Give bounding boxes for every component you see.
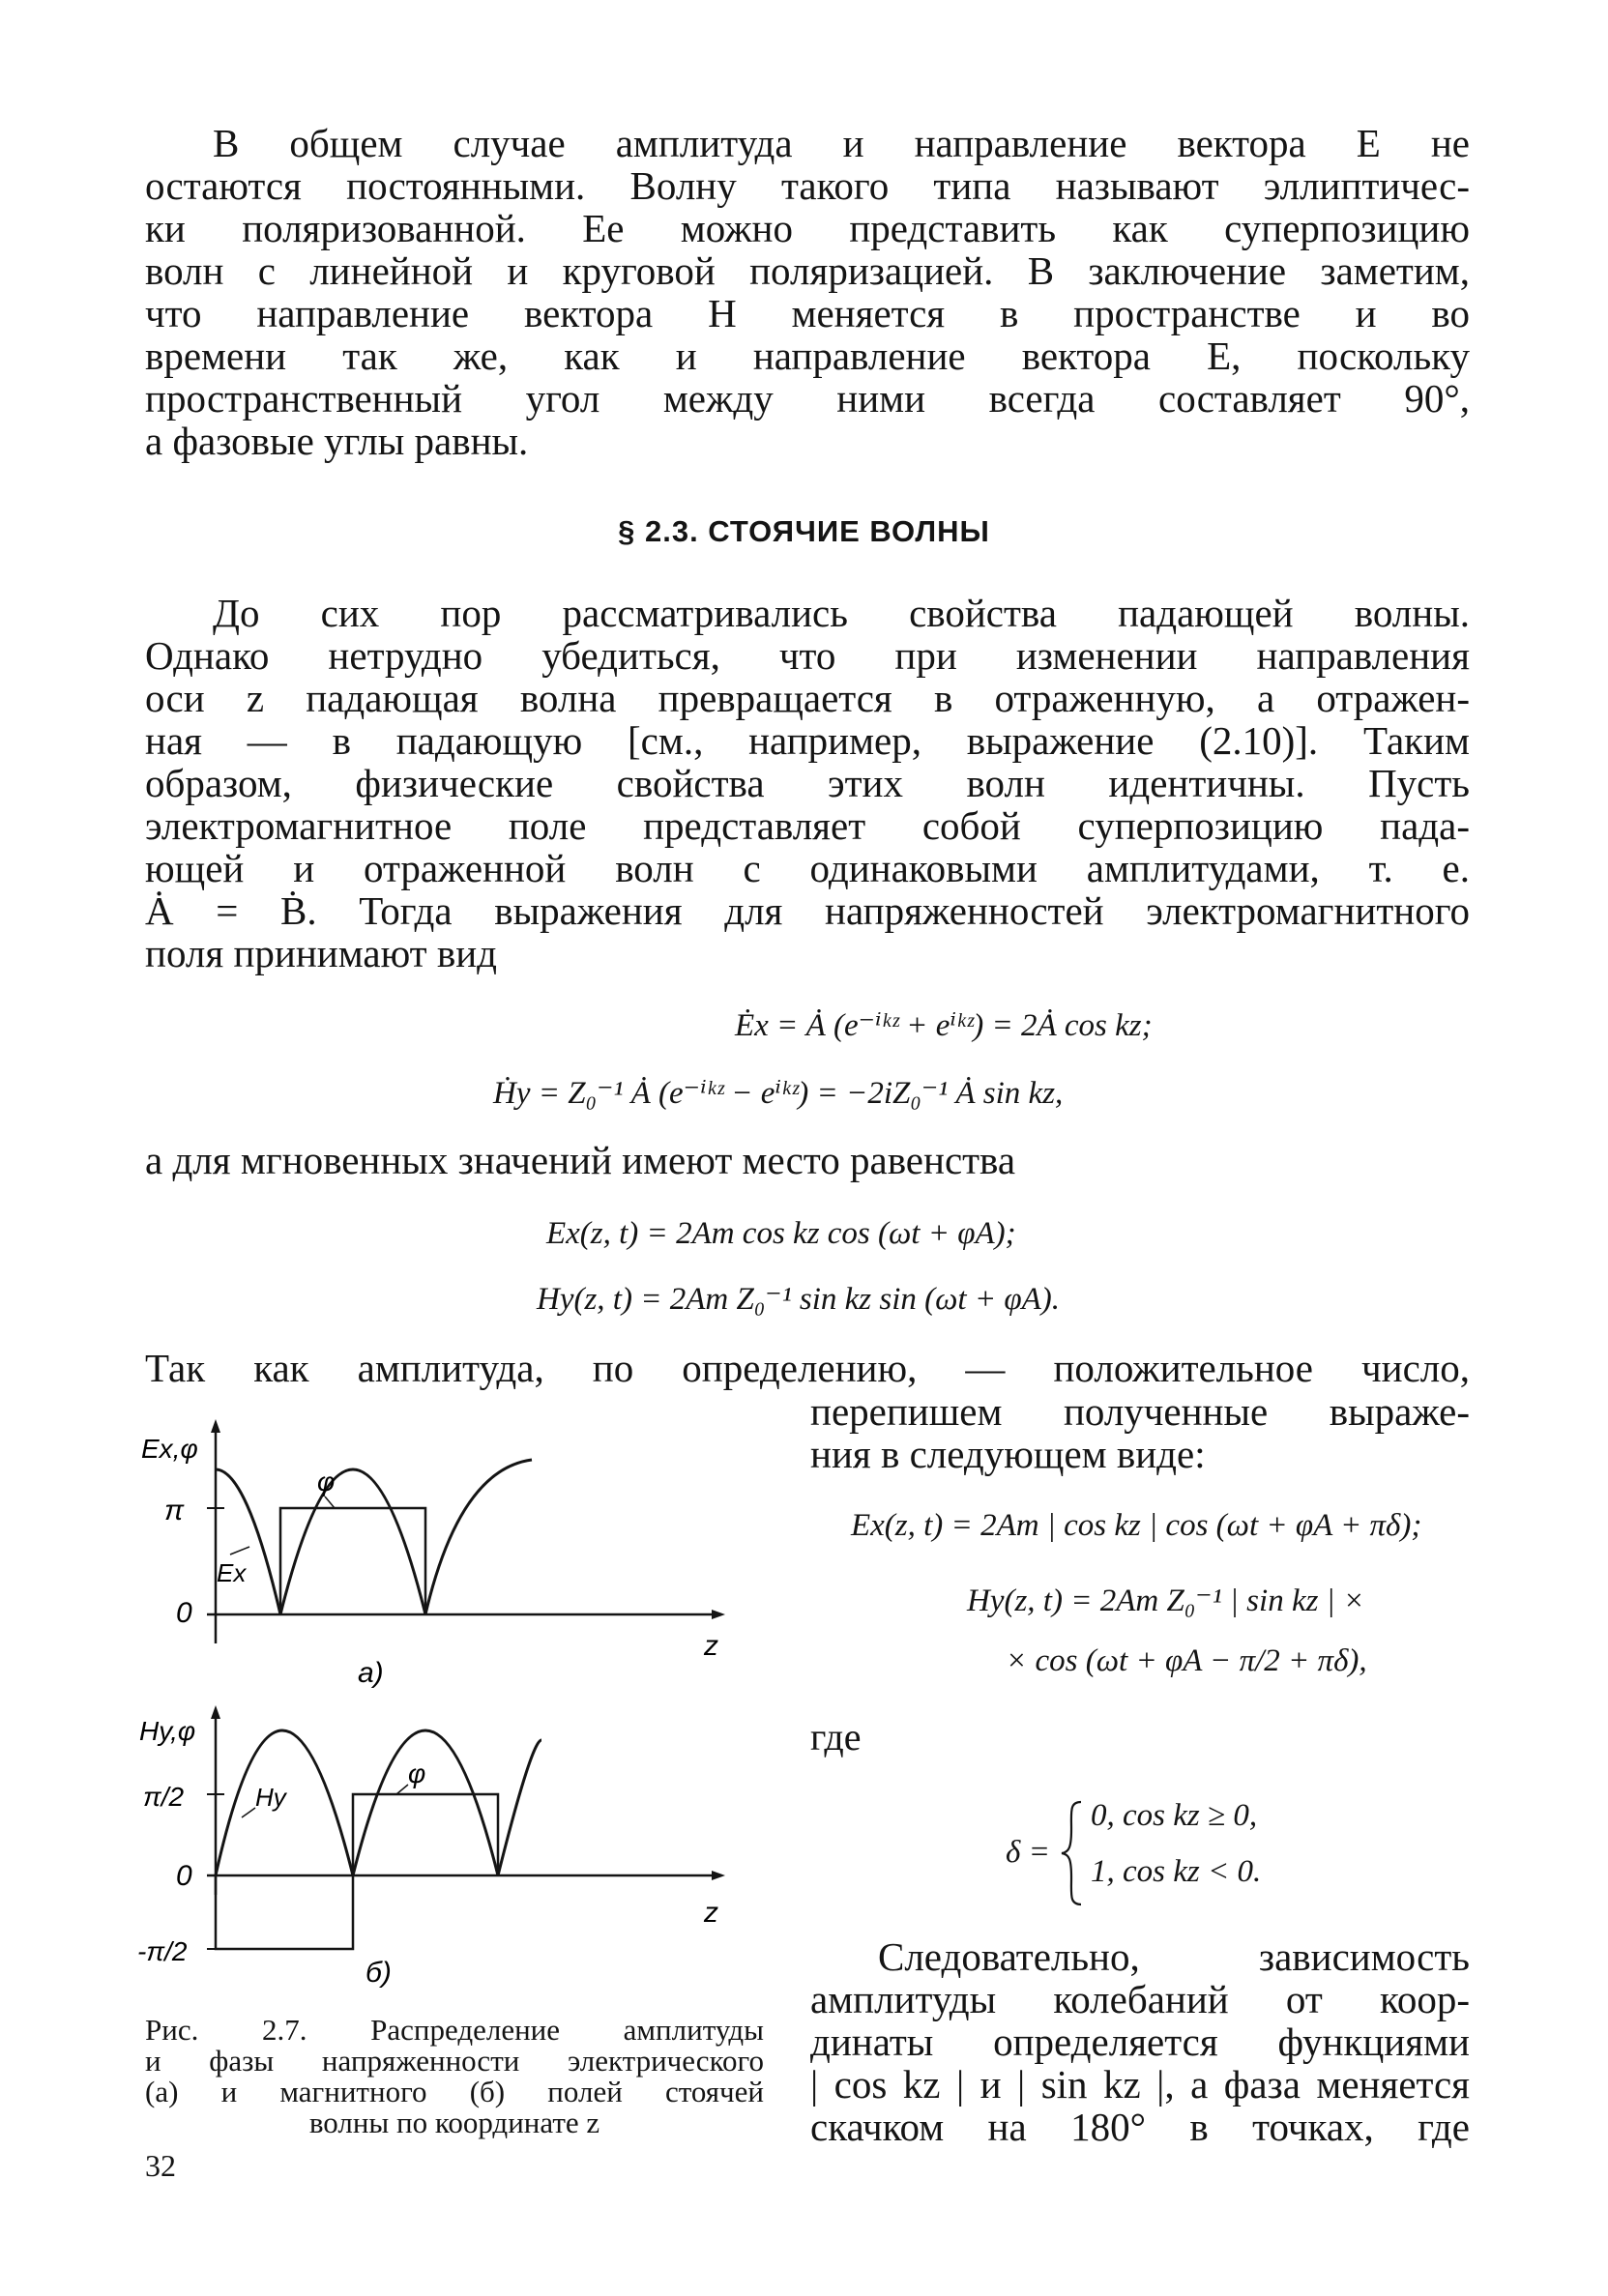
text-line: Однако нетрудно убедиться, что при изменении направления xyxy=(145,633,1470,678)
where-word: где xyxy=(810,1715,862,1758)
equation-hy-complex: Ḣy = Z₀⁻¹ Ȧ (e⁻ⁱᵏᶻ − eⁱᵏᶻ) = −2iZ₀⁻¹ Ȧ sin kz, xyxy=(493,1076,1064,1111)
text-line: образом, физические свойства этих волн идентичны. Пусть xyxy=(145,761,1470,805)
text-line: времени так же, как и направление вектора E, поскольку xyxy=(145,334,1470,378)
x-label-b: z xyxy=(704,1897,718,1929)
label-phase-b: φ xyxy=(408,1758,426,1788)
tick-label-pi2: π/2 xyxy=(143,1782,185,1812)
arrow-right-icon xyxy=(712,1871,725,1880)
caption-line: и фазы напряженности электрического xyxy=(145,2044,764,2078)
tick-label-mpi2: -π/2 xyxy=(137,1936,188,1966)
arrow-up-icon xyxy=(211,1419,220,1433)
arrow-right-icon xyxy=(712,1610,725,1619)
text-line: перепишем полученные выраже- xyxy=(810,1389,1470,1434)
section-title: § 2.3. СТОЯЧИЕ ВОЛНЫ xyxy=(618,514,990,548)
text-line: поля принимают вид xyxy=(145,931,498,975)
leader-ex xyxy=(230,1547,249,1555)
text-line: оси z падающая волна превращается в отраженную, а отражен- xyxy=(145,676,1470,720)
curve-phase-a xyxy=(280,1508,425,1614)
equation-ex-instant: Ex(z, t) = 2Am cos kz cos (ωt + φA); xyxy=(546,1216,1016,1251)
text-line: | cos kz | и | sin kz |, а фаза меняется xyxy=(810,2062,1470,2107)
paragraph-since xyxy=(145,1347,1470,1389)
curve-phase-b xyxy=(216,1794,498,1949)
delta-case-0: 0, cos kz ≥ 0, xyxy=(1091,1798,1258,1833)
text-line: В общем случае амплитуда и направление вектора E не xyxy=(213,121,1470,165)
equation-ex-abs: Ex(z, t) = 2Am | cos kz | cos (ωt + φA + πδ); xyxy=(851,1508,1422,1543)
leader-phase-b xyxy=(396,1785,408,1794)
caption-line: волны по координате z xyxy=(308,2106,600,2139)
equation-hy-abs: Hy(z, t) = 2Am Z₀⁻¹ | sin kz | × xyxy=(967,1584,1365,1618)
text-line: ния в следующем виде: xyxy=(810,1432,1206,1476)
text-line: волн с линейной и круговой поляризацией. В заключение заметим, xyxy=(145,248,1470,293)
text-line: динаты определяется функциями xyxy=(810,2020,1470,2064)
text-line: До сих пор рассматривались свойства падающей волны. xyxy=(213,591,1470,635)
label-hy: Hy xyxy=(255,1783,286,1812)
text-line: Так как амплитуда, по определению, — положительное число, xyxy=(145,1346,1470,1390)
text-line: Следовательно, зависимость xyxy=(878,1934,1470,1979)
text-line: скачком на 180° в точках, где xyxy=(810,2105,1470,2149)
x-label-a: z xyxy=(704,1630,718,1662)
text-line: Ȧ = Ḃ. Тогда выражения для напряженностей электромагнитного xyxy=(145,888,1470,933)
caption-line: Рис. 2.7. Распределение амплитуды xyxy=(145,2013,764,2047)
equation-hy-instant: Hy(z, t) = 2Am Z₀⁻¹ sin kz sin (ωt + φA). xyxy=(537,1282,1061,1317)
text-line: ки поляризованной. Ее можно представить как суперпозицию xyxy=(145,206,1470,250)
panel-label-a: а) xyxy=(358,1657,384,1689)
figure-caption xyxy=(145,2015,764,2138)
y-label-a: Ex,φ xyxy=(141,1434,198,1464)
equation-ex-complex: Ėx = Ȧ (e⁻ⁱᵏᶻ + eⁱᵏᶻ) = 2Ȧ cos kz; xyxy=(735,1008,1153,1043)
text-line: что направление вектора H меняется в пространстве и во xyxy=(145,291,1470,335)
tick-label-pi: π xyxy=(164,1495,185,1526)
label-ex: Ex xyxy=(217,1558,247,1587)
text-line: а фазовые углы равны. xyxy=(145,419,529,463)
delta-lhs: δ = xyxy=(1006,1835,1050,1870)
page-number: 32 xyxy=(145,2148,176,2183)
panel-label-b: б) xyxy=(365,1957,392,1989)
paragraph-instant xyxy=(145,1139,1470,1181)
y-label-b: Hy,φ xyxy=(139,1716,196,1746)
arrow-up-icon xyxy=(211,1705,220,1719)
paragraph-standing-waves xyxy=(145,592,1470,974)
tick-label-zero-b: 0 xyxy=(176,1860,192,1892)
leader-phase-a xyxy=(325,1497,335,1508)
paragraph-conclusion xyxy=(810,1935,1470,2148)
paragraph-polarization xyxy=(145,122,1470,462)
panel-b xyxy=(137,1705,725,1989)
text-line: ная — в падающую [см., например, выражение (2.10)]. Таким xyxy=(145,718,1470,763)
text-line: электромагнитное поле представляет собой суперпозицию пада- xyxy=(145,803,1470,848)
label-phase-a: φ xyxy=(317,1467,336,1497)
panel-a xyxy=(141,1419,725,1689)
curve-ex xyxy=(216,1460,532,1614)
equation-hy-abs-cont: × cos (ωt + φA − π/2 + πδ), xyxy=(1006,1643,1367,1678)
figure-2-7 xyxy=(135,1411,754,2011)
right-column-intro xyxy=(810,1390,1470,1475)
text-line: остаются постоянными. Волну такого типа называют эллиптичес- xyxy=(145,163,1470,208)
text-line: ющей и отраженной волн с одинаковыми амплитудами, т. е. xyxy=(145,846,1470,890)
caption-line: (а) и магнитного (б) полей стоячей xyxy=(145,2075,764,2108)
leader-hy xyxy=(242,1808,255,1817)
delta-case-1: 1, cos kz < 0. xyxy=(1091,1854,1262,1889)
text-line: а для мгновенных значений имеют место равенства xyxy=(145,1138,1016,1182)
brace-icon xyxy=(1060,1800,1085,1906)
text-line: амплитуды колебаний от коор- xyxy=(810,1977,1470,2021)
text-line: пространственный угол между ними всегда составляет 90°, xyxy=(145,376,1470,421)
tick-label-zero-a: 0 xyxy=(176,1597,192,1629)
